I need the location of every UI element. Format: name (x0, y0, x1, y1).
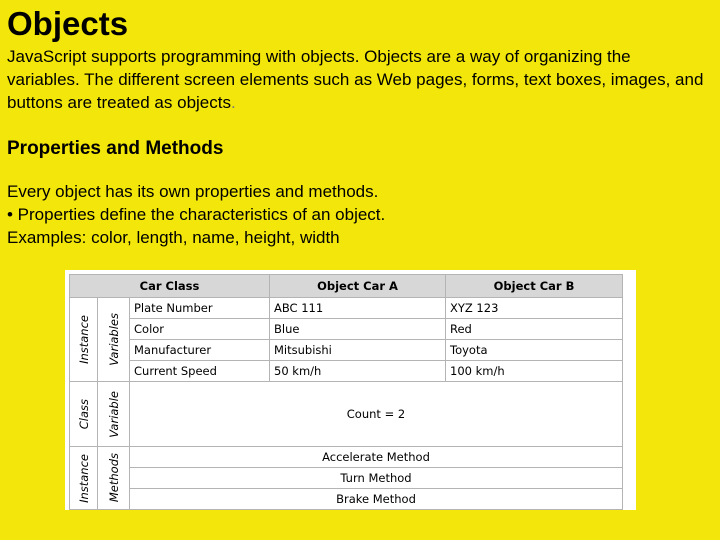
car-class-table-image (65, 270, 636, 510)
group-label-variable: Variable (98, 382, 130, 447)
table-row (70, 468, 623, 489)
table-row (70, 489, 623, 510)
table-row (70, 361, 623, 382)
car-b-value: Red (446, 319, 623, 340)
intro-period: . (230, 93, 236, 112)
table-row (70, 319, 623, 340)
method-accelerate: Accelerate Method (130, 447, 623, 468)
table-header-row (70, 275, 623, 298)
method-turn: Turn Method (130, 468, 623, 489)
car-a-value: ABC 111 (270, 298, 446, 319)
car-a-value: Blue (270, 319, 446, 340)
section-heading: Properties and Methods (7, 138, 224, 159)
row-label: Color (130, 319, 270, 340)
body-line: Examples: color, length, name, height, width (7, 228, 340, 247)
intro-paragraph (7, 45, 707, 114)
car-b-value: XYZ 123 (446, 298, 623, 319)
group-label-class: Class (70, 382, 98, 447)
car-class-table (69, 274, 623, 510)
header-object-car-b: Object Car B (446, 275, 623, 298)
method-brake: Brake Method (130, 489, 623, 510)
table-row (70, 447, 623, 468)
table-row (70, 298, 623, 319)
slide-title: Objects (7, 5, 129, 42)
row-label: Plate Number (130, 298, 270, 319)
header-car-class: Car Class (70, 275, 270, 298)
header-object-car-a: Object Car A (270, 275, 446, 298)
body-line: Every object has its own properties and methods. (7, 182, 379, 201)
group-label-instance-methods: Instance (70, 447, 98, 510)
body-text (7, 180, 385, 249)
car-b-value: 100 km/h (446, 361, 623, 382)
group-label-methods: Methods (98, 447, 130, 510)
car-a-value: 50 km/h (270, 361, 446, 382)
row-label: Manufacturer (130, 340, 270, 361)
body-line: • Properties define the characteristics of an object. (7, 205, 386, 224)
row-label: Current Speed (130, 361, 270, 382)
car-b-value: Toyota (446, 340, 623, 361)
group-label-variables: Variables (98, 298, 130, 382)
class-variable-count: Count = 2 (130, 382, 623, 447)
car-a-value: Mitsubishi (270, 340, 446, 361)
group-label-instance: Instance (70, 298, 98, 382)
table-row (70, 340, 623, 361)
intro-text: JavaScript supports programming with objects. Objects are a way of organizing the variables. The different screen elements such as Web pages, forms, text boxes, images, and buttons are treated as objects (7, 47, 704, 112)
table-row (70, 382, 623, 447)
